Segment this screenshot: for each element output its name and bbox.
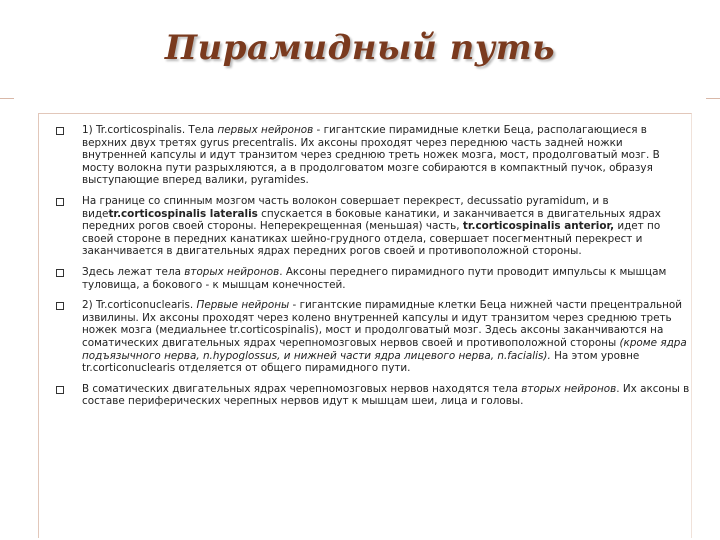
text-segment: спускается в боковые канатики, и заканчивается в двигательных ядрах передних рогов своей стороны. Неперекрещенная (меньшая) часть,	[82, 207, 661, 233]
list-item	[56, 195, 690, 258]
square-bullet-icon	[56, 127, 64, 135]
text-segment-italic: (кроме ядра подъязычного нерва, n.hypoglossus, и нижней части ядра лицевого нерва, n.facialis).	[82, 336, 687, 362]
title-rule-left	[0, 98, 14, 99]
text-segment-bold: tr.corticospinalis anterior,	[462, 220, 615, 233]
text-segment-italic: вторых нейронов	[521, 382, 617, 395]
text-segment-italic: вторых нейронов	[184, 265, 280, 278]
text-segment: Здесь лежат тела	[82, 265, 185, 278]
square-bullet-icon	[56, 269, 64, 277]
text-segment: На этом уровне tr.corticonuclearis отделяется от общего пирамидного пути.	[82, 349, 640, 375]
text-segment-italic: Первые нейроны	[196, 299, 290, 312]
square-bullet-icon	[56, 198, 64, 206]
text-segment: - гигантские пирамидные клетки Беца, располагающиеся в верхних двух третях gyrus precentralis. Их аксоны проходят через переднюю часть задней ножки внутренней капсулы и идут транзитом через среднюю треть ножек мозга, мост, продолговатый мозг. В мосту волокна пути разрыхляются, а в продолговатом мозге собираются в компактный пучок, образуя выступающие вперед валики, pyramides.	[82, 124, 660, 187]
list-item	[56, 383, 690, 408]
text-segment: В соматических двигательных ядрах черепномозговых нервов находятся тела	[82, 382, 522, 395]
square-bullet-icon	[56, 386, 64, 394]
title-rule-right	[706, 98, 720, 99]
bullet-list	[56, 124, 690, 416]
text-segment: . Их аксоны в составе периферических черепных нервов идут к мышцам шеи, лица и головы.	[82, 382, 690, 408]
text-segment-italic: первых нейронов	[217, 124, 314, 136]
list-item	[56, 124, 690, 187]
list-item	[56, 266, 690, 291]
text-segment: 2) Tr.corticonuclearis.	[82, 299, 197, 312]
square-bullet-icon	[56, 302, 64, 310]
text-segment: - гигантские пирамидные клетки Беца нижней части прецентральной извилины. Их аксоны проходят через колено внутренней капсулы и идут транзитом через среднюю треть ножек мозга (медиальнее tr.corticospinalis), мост и продолговатый мозг. Здесь аксоны заканчиваются на соматических двигательных ядрах черепномозговых нервов своей и противоположной стороны	[82, 299, 683, 349]
list-item	[56, 299, 690, 375]
text-segment-bold: tr.corticospinalis lateralis	[108, 207, 258, 220]
text-segment: . Аксоны переднего пирамидного пути проводит импульсы к мышцам туловища, а бокового - к мышцам конечностей.	[82, 265, 667, 291]
text-segment: идет по своей стороне в передних канатиках шейно-грудного отдела, совершает посегментный перекрест и заканчивается в двигательных ядрах передних рогов своей и противоположной стороны.	[82, 220, 661, 258]
text-segment: 1) Tr.corticospinalis. Тела	[82, 124, 218, 136]
text-segment: На границе со спинным мозгом часть волокон совершает перекрест, decussatio pyramidum, и в виде	[82, 194, 609, 220]
page-title: Пирамидный путь	[164, 28, 556, 68]
